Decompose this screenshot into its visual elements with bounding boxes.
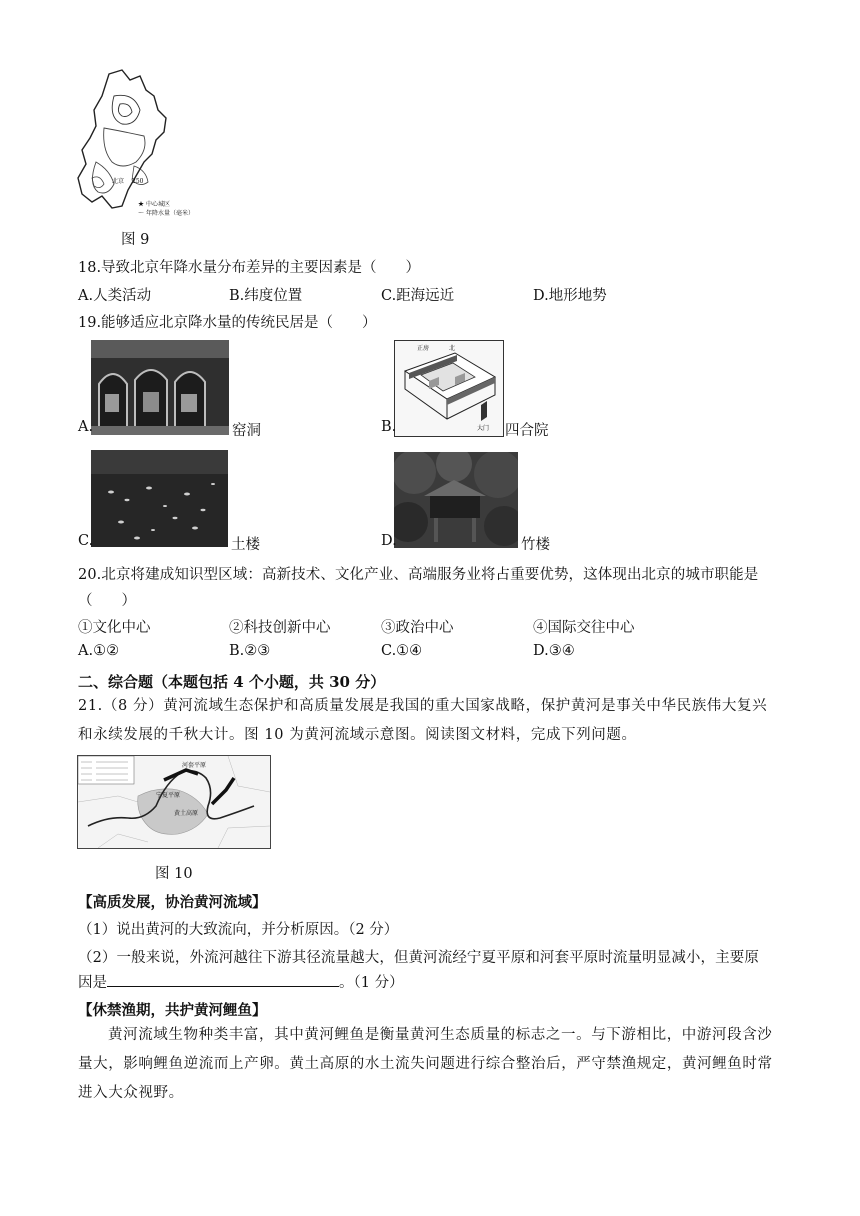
q20-option-c: C.①④: [381, 643, 423, 659]
section-2-heading: 二、综合题（本题包括 4 个小题，共 30 分）: [78, 673, 386, 691]
siheyuan-label-main: 正房: [417, 345, 430, 352]
tulou-photo: [91, 450, 228, 547]
siheyuan-label-gate: 大门: [477, 425, 490, 432]
q21-part2-title: 【休禁渔期，共护黄河鲤鱼】: [78, 1002, 267, 1019]
figure-9-caption: 图 9: [121, 232, 150, 248]
q21-part1-title: 【高质发展，协治黄河流域】: [78, 894, 267, 911]
q20-option-b: B.②③: [229, 643, 271, 659]
q20-item-2: ②科技创新中心: [229, 620, 331, 636]
map-legend: ★ 中心城区 ～ 年降水量（毫米）: [138, 201, 194, 217]
q19-option-d-letter: D.: [381, 533, 397, 549]
figure-10-map: [77, 755, 271, 849]
q18-option-c: C.距海远近: [381, 288, 455, 304]
q21-sub2-line1: （2）一般来说，外流河越往下游其径流量越大，但黄河流经宁夏平原和河套平原时流量明显减小，主要原: [78, 950, 759, 966]
q19-option-c-label: 土楼: [231, 537, 260, 553]
cave-dwelling-photo: [91, 340, 229, 435]
star-icon: ★: [138, 201, 145, 208]
siheyuan-drawing: [394, 340, 504, 437]
q21-sub2-line2: [78, 971, 404, 992]
q19-option-a-label: 窑洞: [232, 423, 261, 439]
figure-10-caption: 图 10: [155, 866, 193, 882]
q18-option-a: A.人类活动: [78, 288, 152, 304]
q21-paragraph: 黄河流域生物种类丰富，其中黄河鲤鱼是衡量黄河生态质量的标志之一。与下游相比，中游河段含沙量大，影响鲤鱼逆流而上产卵。黄土高原的水土流失问题进行综合整治后，严守禁渔规定，黄河鲤鱼时常进入大众视野。: [78, 1027, 773, 1101]
q18-option-d: D.地形地势: [533, 288, 607, 304]
q19-option-c-letter: C.: [78, 533, 94, 549]
figure-9-map: [74, 66, 204, 222]
map-label-hetao: 河套平原: [182, 762, 207, 769]
q19-option-d-label: 竹楼: [521, 537, 550, 553]
bamboo-house-photo: [394, 452, 518, 548]
siheyuan-label-north: 北: [449, 345, 456, 352]
q18-option-b: B.纬度位置: [229, 288, 303, 304]
q20-item-1: ①文化中心: [78, 620, 151, 636]
q19-stem: 19.能够适应北京降水量的传统民居是（ ）: [78, 315, 377, 331]
map-label-center: 北京: [112, 178, 125, 185]
q21-sub2-suffix: 。（1 分）: [339, 975, 404, 991]
q20-stem-line1: 20.北京将建成知识型区域：高新技术、文化产业、高端服务业将占重要优势，这体现出北京的城市职能是: [78, 567, 759, 583]
q21-intro: 21.（8 分）黄河流域生态保护和高质量发展是我国的重大国家战略，保护黄河是事关中华民族伟大复兴和永续发展的千秋大计。图 10 为黄河流域示意图。阅读图文材料，完成下列问题。: [78, 698, 768, 743]
wave-icon: ～: [138, 210, 145, 217]
map-label-contour: 250: [132, 178, 144, 185]
q19-option-b-letter: B.: [381, 419, 397, 435]
q21-sub2-prefix: 因是: [78, 975, 107, 991]
q20-option-d: D.③④: [533, 643, 575, 659]
q19-option-a-letter: A.: [78, 419, 94, 435]
q19-option-b-label: 四合院: [505, 423, 549, 439]
map-label-ningxia: 宁夏平原: [156, 792, 181, 799]
beijing-precipitation-map: [74, 66, 204, 222]
q20-option-a: A.①②: [78, 643, 120, 659]
q20-stem-line2: （ ）: [78, 593, 136, 609]
q20-item-3: ③政治中心: [381, 620, 454, 636]
answer-blank[interactable]: [107, 972, 339, 987]
yellow-river-basin-map: [78, 756, 270, 848]
q21-sub1: （1）说出黄河的大致流向，并分析原因。（2 分）: [78, 922, 399, 938]
q18-stem: 18.导致北京年降水量分布差异的主要因素是（ ）: [78, 260, 421, 276]
q20-item-4: ④国际交往中心: [533, 620, 635, 636]
map-label-loess: 黄土高原: [174, 810, 199, 817]
